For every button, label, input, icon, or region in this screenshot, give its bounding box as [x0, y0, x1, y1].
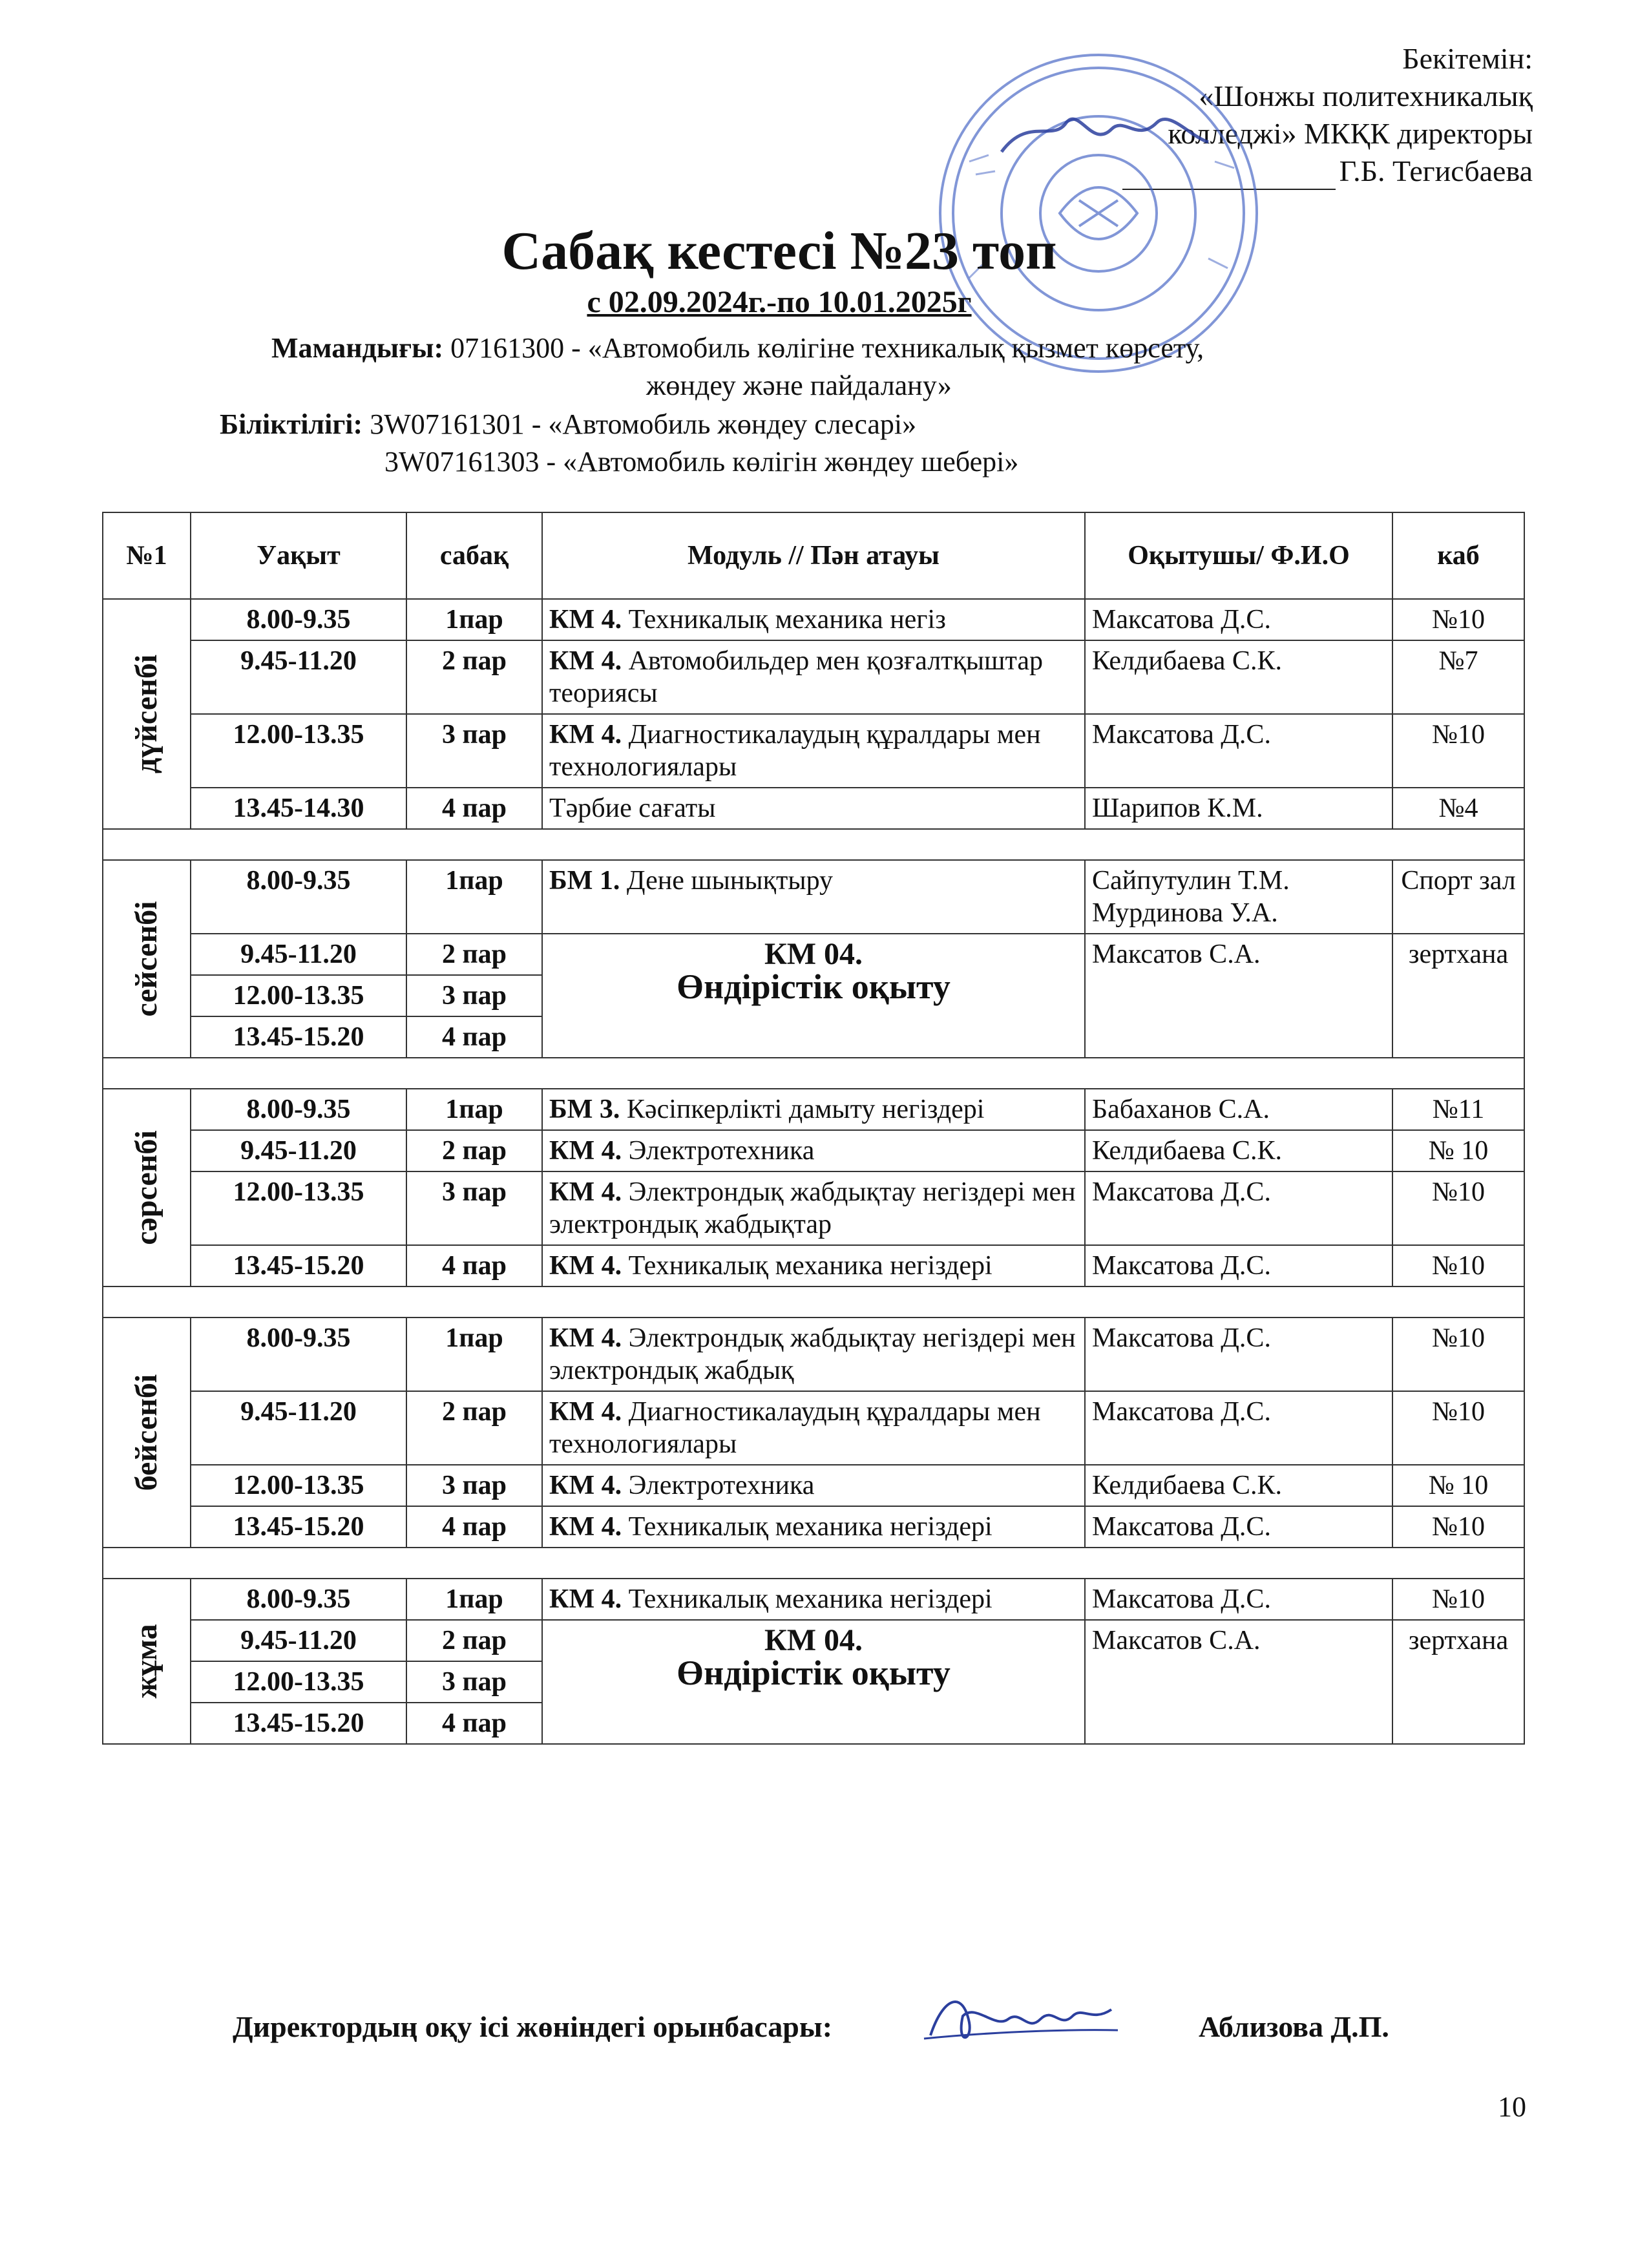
module-code: БМ 1. [549, 866, 620, 896]
pair-cell: 1пар [406, 1318, 542, 1391]
teacher-cell: Максатова Д.С. [1085, 1579, 1392, 1620]
subject-name: Тәрбие сағаты [549, 793, 716, 823]
qualification [220, 406, 1018, 481]
practice-cell [542, 1620, 1085, 1744]
subject-cell [542, 788, 1085, 829]
header-room: каб [1392, 512, 1524, 599]
header-teacher: Оқытушы/ Ф.И.О [1085, 512, 1392, 599]
separator-row [103, 1548, 1524, 1579]
pair-cell: 3 пар [406, 714, 542, 788]
subject-cell [542, 599, 1085, 640]
room-cell: №10 [1392, 1318, 1524, 1391]
approval-line-3: колледжі» МКҚК директоры [1168, 117, 1533, 150]
subject-name: Автомобильдер мен қозғалтқыштар теориясы [549, 646, 1043, 708]
day-label: бейсенбі [129, 1374, 163, 1491]
module-code: КМ 4. [549, 646, 622, 676]
subject-name: Техникалық механика негіздері [622, 1512, 993, 1542]
specialty-line-2: жөндеу және пайдалану» [646, 370, 952, 401]
subject-name: Электротехника [622, 1136, 815, 1166]
room-cell: №10 [1392, 1579, 1524, 1620]
subject-name: Кәсіпкерлікті дамыту негіздері [620, 1095, 985, 1124]
time-cell: 12.00-13.35 [191, 1171, 406, 1245]
time-cell: 12.00-13.35 [191, 975, 406, 1016]
teacher-cell: Максатова Д.С. [1085, 1171, 1392, 1245]
subject-name: Электрондық жабдықтау негіздері мен электрондық жабдық [549, 1323, 1076, 1385]
day-label: сәрсенбі [129, 1130, 163, 1245]
pair-cell: 1пар [406, 1089, 542, 1130]
practice-title: Өндірістік оқыту [677, 1654, 951, 1692]
pair-cell: 4 пар [406, 788, 542, 829]
module-code: КМ 4. [549, 1584, 622, 1614]
pair-cell: 1пар [406, 1579, 542, 1620]
module-code: КМ 4. [549, 720, 622, 750]
time-cell: 13.45-15.20 [191, 1703, 406, 1744]
practice-title: Өндірістік оқыту [677, 967, 951, 1006]
separator-row [103, 1286, 1524, 1318]
teacher-cell: Сайпутулин Т.М. Мурдинова У.А. [1085, 860, 1392, 934]
table-row [103, 1089, 1524, 1130]
subject-name: Техникалық механика негіздері [622, 1251, 993, 1281]
table-row [103, 788, 1524, 829]
table-row [103, 1245, 1524, 1286]
time-cell: 9.45-11.20 [191, 1130, 406, 1171]
module-code: КМ 4. [549, 605, 622, 635]
table-row [103, 1506, 1524, 1548]
time-cell: 12.00-13.35 [191, 714, 406, 788]
header-pair: сабақ [406, 512, 542, 599]
time-cell: 8.00-9.35 [191, 860, 406, 934]
time-cell: 13.45-15.20 [191, 1245, 406, 1286]
pair-cell: 1пар [406, 599, 542, 640]
subject-name: Диагностикалаудың құралдары мен технологиялары [549, 1397, 1041, 1459]
table-row [103, 1318, 1524, 1391]
day-label: сейсенбі [129, 901, 163, 1017]
module-code: КМ 4. [549, 1512, 622, 1542]
subject-cell [542, 1579, 1085, 1620]
room-cell: № 10 [1392, 1465, 1524, 1506]
pair-cell: 3 пар [406, 1465, 542, 1506]
table-row [103, 1171, 1524, 1245]
table-row [103, 1130, 1524, 1171]
table-row [103, 640, 1524, 714]
room-cell: №10 [1392, 714, 1524, 788]
room-cell: №10 [1392, 1171, 1524, 1245]
subject-name: Техникалық механика негіз [622, 605, 946, 635]
time-cell: 9.45-11.20 [191, 640, 406, 714]
day-cell-friday [103, 1579, 191, 1744]
specialty [271, 330, 1204, 404]
pair-cell: 4 пар [406, 1506, 542, 1548]
subject-name: Техникалық механика негіздері [622, 1584, 993, 1614]
module-code: КМ 4. [549, 1251, 622, 1281]
teacher-cell: Келдибаева С.К. [1085, 1130, 1392, 1171]
room-cell: №4 [1392, 788, 1524, 829]
pair-cell: 3 пар [406, 975, 542, 1016]
time-cell: 8.00-9.35 [191, 599, 406, 640]
time-cell: 8.00-9.35 [191, 1318, 406, 1391]
day-cell-thursday [103, 1318, 191, 1548]
header-num: №1 [103, 512, 191, 599]
module-code: КМ 4. [549, 1471, 622, 1500]
pair-cell: 2 пар [406, 934, 542, 975]
room-cell: №11 [1392, 1089, 1524, 1130]
subject-name: Дене шынықтыру [620, 866, 834, 896]
subject-cell [542, 714, 1085, 788]
day-cell-wednesday [103, 1089, 191, 1286]
pair-cell: 3 пар [406, 1661, 542, 1703]
room-cell: №7 [1392, 640, 1524, 714]
subject-cell [542, 1130, 1085, 1171]
separator-row [103, 1058, 1524, 1089]
director-name: Г.Б. Тегисбаева [1339, 154, 1533, 187]
subject-cell [542, 1391, 1085, 1465]
pair-cell: 2 пар [406, 1391, 542, 1465]
pair-cell: 2 пар [406, 640, 542, 714]
table-row [103, 599, 1524, 640]
subject-name: Электротехника [622, 1471, 815, 1500]
room-cell: №10 [1392, 1245, 1524, 1286]
teacher-cell: Шарипов К.М. [1085, 788, 1392, 829]
subject-cell [542, 1318, 1085, 1391]
time-cell: 8.00-9.35 [191, 1089, 406, 1130]
deputy-name: Аблизова Д.П. [1199, 2010, 1389, 2043]
page-number: 10 [1498, 2091, 1526, 2123]
table-row [103, 1620, 1524, 1661]
module-code: КМ 4. [549, 1177, 622, 1207]
teacher-cell: Келдибаева С.К. [1085, 640, 1392, 714]
subject-cell [542, 1465, 1085, 1506]
subject-cell [542, 640, 1085, 714]
approval-line-2: «Шонжы политехникалық [1199, 79, 1533, 112]
teacher-cell: Максатов С.А. [1085, 1620, 1392, 1744]
teacher-cell: Максатова Д.С. [1085, 1506, 1392, 1548]
schedule-table [102, 512, 1525, 1745]
time-cell: 9.45-11.20 [191, 934, 406, 975]
practice-cell [542, 934, 1085, 1058]
pair-cell: 4 пар [406, 1245, 542, 1286]
qualification-label: Біліктілігі: [220, 408, 363, 440]
practice-module: КМ 04. [764, 1623, 863, 1657]
header-subject: Модуль // Пән атауы [542, 512, 1085, 599]
time-cell: 9.45-11.20 [191, 1620, 406, 1661]
signature-icon [918, 1984, 1124, 2055]
teacher-cell: Максатова Д.С. [1085, 1318, 1392, 1391]
teacher-cell: Максатова Д.С. [1085, 714, 1392, 788]
pair-cell: 3 пар [406, 1171, 542, 1245]
table-row [103, 860, 1524, 934]
time-cell: 13.45-15.20 [191, 1016, 406, 1058]
pair-cell: 4 пар [406, 1016, 542, 1058]
separator-row [103, 829, 1524, 860]
pair-cell: 2 пар [406, 1620, 542, 1661]
deputy-label: Директордың оқу ісі жөніндегі орынбасары: [233, 2010, 833, 2043]
time-cell: 8.00-9.35 [191, 1579, 406, 1620]
teacher-cell: Максатова Д.С. [1085, 1245, 1392, 1286]
pair-cell: 1пар [406, 860, 542, 934]
time-cell: 12.00-13.35 [191, 1661, 406, 1703]
subject-cell [542, 1171, 1085, 1245]
module-code: КМ 4. [549, 1397, 622, 1427]
teacher-cell: Бабаханов С.А. [1085, 1089, 1392, 1130]
subject-name: Электрондық жабдықтау негіздері мен электрондық жабдықтар [549, 1177, 1076, 1239]
room-cell: зертхана [1392, 934, 1524, 1058]
teacher-cell: Максатова Д.С. [1085, 599, 1392, 640]
table-row [103, 714, 1524, 788]
header-time: Уақыт [191, 512, 406, 599]
teacher-cell: Максатов С.А. [1085, 934, 1392, 1058]
subject-cell [542, 860, 1085, 934]
approval-line-1: Бекітемін: [1402, 42, 1533, 75]
room-cell: зертхана [1392, 1620, 1524, 1744]
room-cell: №10 [1392, 1391, 1524, 1465]
period: с 02.09.2024г.-по 10.01.2025г [587, 285, 972, 319]
module-code: БМ 3. [549, 1095, 620, 1124]
subject-cell [542, 1245, 1085, 1286]
day-cell-monday [103, 599, 191, 829]
module-code: КМ 4. [549, 1323, 622, 1353]
table-row [103, 1391, 1524, 1465]
pair-cell: 4 пар [406, 1703, 542, 1744]
time-cell: 13.45-14.30 [191, 788, 406, 829]
room-cell: Спорт зал [1392, 860, 1524, 934]
pair-cell: 2 пар [406, 1130, 542, 1171]
room-cell: №10 [1392, 1506, 1524, 1548]
qualification-line-2: 3W07161303 - «Автомобиль көлігін жөндеу шебері» [384, 446, 1019, 478]
specialty-line-1: 07161300 - «Автомобиль көлігіне техникалық қызмет көрсету, [450, 332, 1204, 364]
day-label: дүйсенбі [129, 654, 163, 774]
table-header-row [103, 512, 1524, 599]
time-cell: 9.45-11.20 [191, 1391, 406, 1465]
day-label: жұма [129, 1624, 163, 1699]
table-row [103, 1579, 1524, 1620]
teacher-cell: Максатова Д.С. [1085, 1391, 1392, 1465]
time-cell: 12.00-13.35 [191, 1465, 406, 1506]
day-cell-tuesday [103, 860, 191, 1058]
page-title: Сабақ кестесі №23 топ [501, 221, 1057, 281]
practice-module: КМ 04. [764, 937, 863, 971]
module-code: КМ 4. [549, 1136, 622, 1166]
room-cell: № 10 [1392, 1130, 1524, 1171]
room-cell: №10 [1392, 599, 1524, 640]
table-row [103, 934, 1524, 975]
table-row [103, 1465, 1524, 1506]
subject-name: Диагностикалаудың құралдары мен технологиялары [549, 720, 1041, 782]
qualification-line-1: 3W07161301 - «Автомобиль жөндеу слесарі» [370, 408, 917, 440]
specialty-label: Мамандығы: [271, 332, 444, 364]
subject-cell [542, 1506, 1085, 1548]
teacher-cell: Келдибаева С.К. [1085, 1465, 1392, 1506]
subject-cell [542, 1089, 1085, 1130]
time-cell: 13.45-15.20 [191, 1506, 406, 1548]
